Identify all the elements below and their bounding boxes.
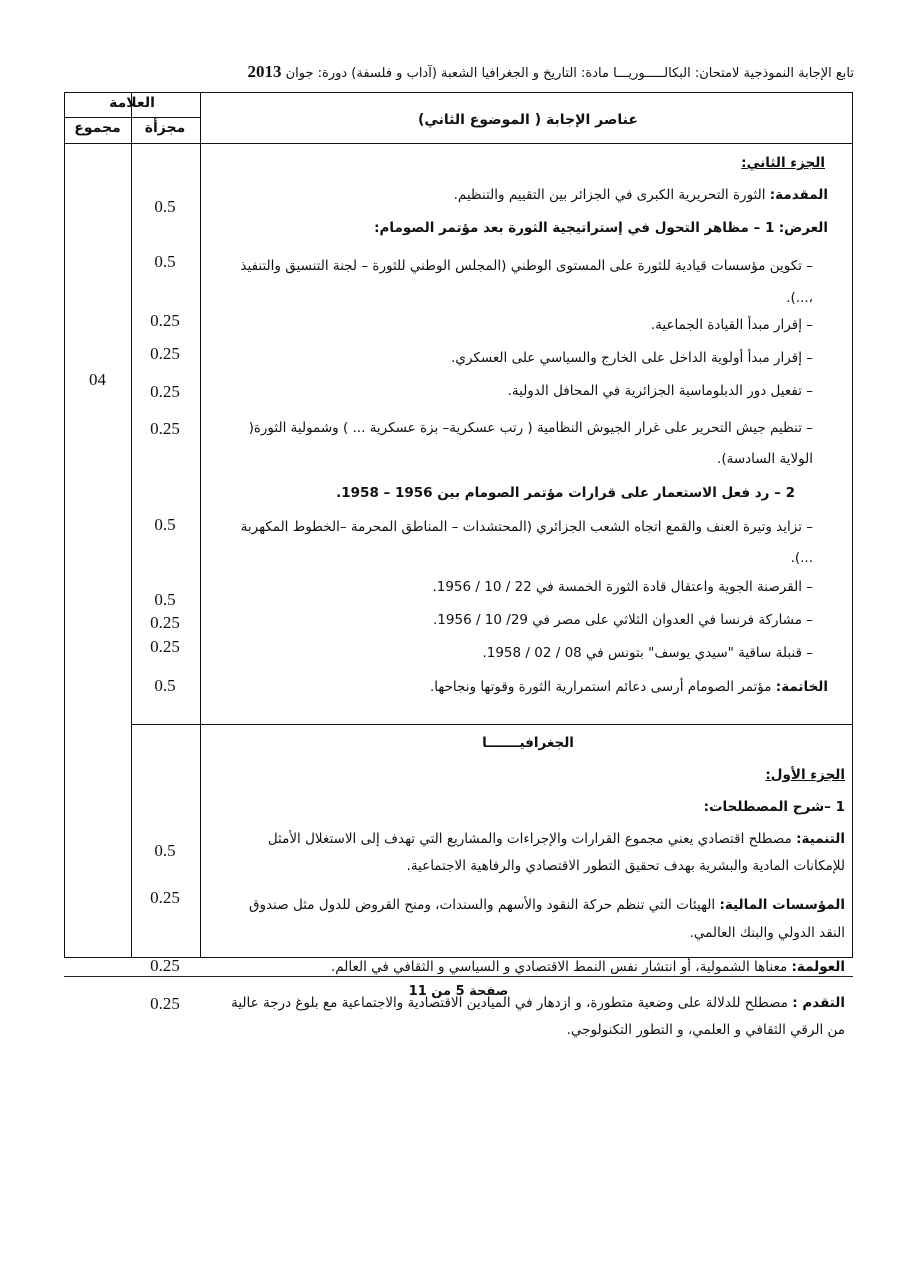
- list-item: – تزايد وتيرة العنف والقمع اتجاه الشعب الجزائري (المحتشدات – المناطق المحرمة –الخطوط المكهربة ...).: [240, 519, 813, 566]
- list-item: – تكوين مؤسسات قيادية للثورة على المستوى الوطني (المجلس الوطني للثورة – لجنة التنسيق والتنفيذ ،...).: [240, 258, 813, 306]
- term-label: العولمة:: [791, 959, 845, 975]
- history-conclusion: [225, 676, 828, 698]
- history-body-heading: [225, 217, 828, 239]
- list-item: – مشاركة فرنسا في العدوان الثلاثي على مصر في 29/ 10 / 1956.: [433, 612, 813, 628]
- list-item: – القرصنة الجوية واعتقال قادة الثورة الخمسة في 22 / 10 / 1956.: [432, 579, 813, 595]
- history-section2-title: 2 – رد فعل الاستعمار على قرارات مؤتمر الصومام بين 1956 – 1958.: [336, 485, 795, 501]
- history-part-title: الجزء الثاني:: [741, 155, 825, 171]
- score: 0.25: [150, 311, 180, 330]
- score: 0.25: [150, 956, 180, 975]
- header-bottom-line: [65, 143, 852, 144]
- geo-part-title: الجزء الأول:: [765, 767, 845, 783]
- term-label: التنمية:: [796, 831, 845, 847]
- history-total: 04: [89, 370, 106, 389]
- geo-section-title: 1 –شرح المصطلحات:: [703, 799, 845, 815]
- table-divider-part: [200, 93, 201, 957]
- term-text: الهيئات التي تنظم حركة النقود والأسهم والسندات، ومنح القروض للدول مثل صندوق النقد الدولي والبنك العالمي.: [249, 897, 845, 941]
- score: 0.5: [154, 590, 176, 609]
- header-text: تابع الإجابة النموذجية لامتحان: البكالـــــوريـــا مادة: التاريخ و الجغرافيا الشعبة (آداب و فلسفة) دورة: جوان: [285, 66, 854, 81]
- score: 0.5: [154, 197, 176, 216]
- header-year: 2013: [247, 62, 282, 81]
- term-label: التقدم :: [792, 995, 845, 1011]
- part-grade-header: مجزأة: [144, 120, 186, 136]
- score: 0.5: [154, 252, 176, 271]
- history-geo-separator: [131, 724, 853, 725]
- score: 0.25: [150, 888, 180, 907]
- score: 0.25: [150, 994, 180, 1013]
- score: 0.5: [154, 676, 176, 695]
- conclusion-text: مؤتمر الصومام أرسى دعائم استمرارية الثورة وقوتها ونجاحها.: [429, 679, 772, 695]
- body-label: العرض:: [778, 220, 828, 236]
- score: 0.25: [150, 637, 180, 656]
- term-development: [228, 826, 845, 880]
- list-item: – إقرار مبدأ أولوية الداخل على الخارج والسياسي على العسكري.: [451, 350, 813, 366]
- page-header: [64, 62, 854, 84]
- score: 0.5: [154, 515, 176, 534]
- conclusion-label: الخاتمة:: [775, 679, 828, 695]
- score: 0.25: [150, 382, 180, 401]
- geography-title: الجغرافيـــــــا: [482, 735, 574, 751]
- score: 0.25: [150, 419, 180, 438]
- footer-rule: [64, 976, 853, 977]
- body-title: 1 – مظاهر التحول في إستراتيجية الثورة بعد مؤتمر الصومام:: [374, 220, 775, 236]
- grade-subheader-line: [65, 117, 201, 118]
- list-item: – قنبلة ساقية "سيدي يوسف" بتونس في 08 / 02 / 1958.: [482, 645, 813, 661]
- list-item: – تفعيل دور الدبلوماسية الجزائرية في المحافل الدولية.: [507, 383, 813, 399]
- intro-label: المقدمة:: [769, 187, 828, 203]
- intro-text: الثورة التحريرية الكبرى في الجزائر بين التقييم والتنظيم.: [453, 187, 766, 203]
- geo-part-title-row: [225, 764, 845, 786]
- answer-elements-header: عناصر الإجابة ( الموضوع الثاني): [418, 112, 638, 128]
- term-text: مصطلح اقتصادي يعني مجموع القرارات والإجراءات والمشاريع التي تهدف إلى الاستغلال الأمثل للإمكانات المادية والبشرية بهدف تحقيق التطور الاقتصادي والرفاهية الاجتماعية.: [267, 831, 845, 874]
- term-text: مصطلح للدلالة على وضعية متطورة، و ازدهار في الميادين الاقتصادية والاجتماعية مع بلوغ درجة عالية من الرقي الثقافي و العلمي، و التطور التكنولوجي.: [231, 995, 845, 1038]
- list-item: – إقرار مبدأ القيادة الجماعية.: [650, 317, 813, 333]
- page-number: صفحة 5 من 11: [408, 984, 509, 999]
- history-intro: [225, 184, 828, 206]
- score: 0.25: [150, 344, 180, 363]
- term-text: معناها الشمولية، أو انتشار نفس النمط الاقتصادي و السياسي و الثقافي في العالم.: [330, 959, 788, 975]
- grade-header: العلامة: [109, 95, 155, 111]
- term-label: المؤسسات المالية:: [719, 897, 845, 913]
- total-grade-header: مجموع: [74, 120, 121, 136]
- score: 0.25: [150, 613, 180, 632]
- score: 0.5: [154, 841, 176, 860]
- list-item: – تنظيم جيش التحرير على غرار الجيوش النظامية ( رتب عسكرية– بزة عسكرية ... ) وشمولية الثورة( الولاية السادسة).: [248, 420, 813, 467]
- term-financial-institutions: [228, 891, 845, 947]
- term-globalization: [228, 956, 845, 978]
- history-part-title-row: [225, 152, 825, 174]
